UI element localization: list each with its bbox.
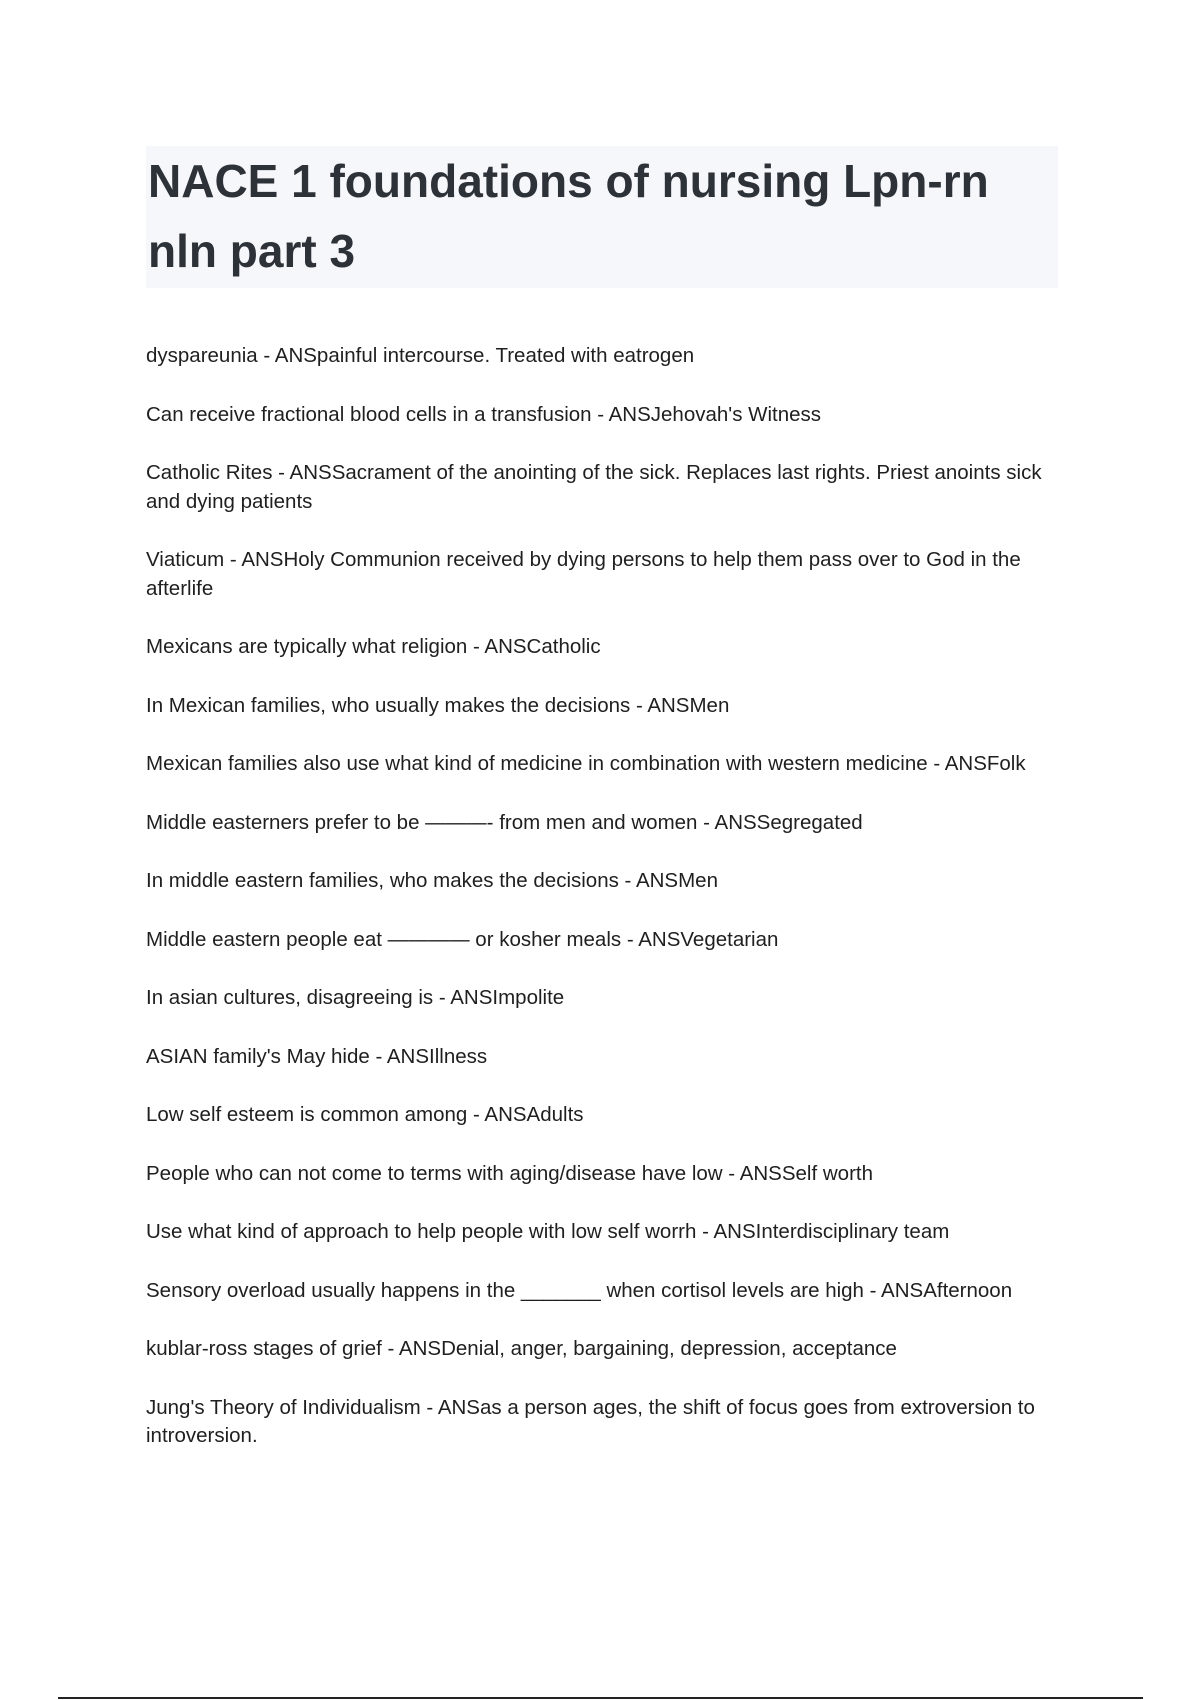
list-item: Viaticum - ANSHoly Communion received by dying persons to help them pass over to God in the afterlife xyxy=(146,548,1021,600)
list-item: In Mexican families, who usually makes the decisions - ANSMen xyxy=(146,693,730,717)
list-item: Middle easterners prefer to be ———- from men and women - ANSSegregated xyxy=(146,810,863,834)
list-item: dyspareunia - ANSpainful intercourse. Treated with eatrogen xyxy=(146,344,695,367)
list-item: Jung's Theory of Individualism - ANSas a person ages, the shift of focus goes from extroversion to introversion. xyxy=(146,1395,1035,1447)
flashcard-list xyxy=(146,342,1046,1481)
list-item: Use what kind of approach to help people with low self worrh - ANSInterdisciplinary team xyxy=(146,1220,950,1243)
list-item: Catholic Rites - ANSSacrament of the anointing of the sick. Replaces last rights. Priest anoints sick and dying patients xyxy=(146,461,1042,513)
list-item: Mexicans are typically what religion - ANSCatholic xyxy=(146,635,601,658)
list-item: Sensory overload usually happens in the _______ when cortisol levels are high - ANSAfternoon xyxy=(146,1278,1013,1302)
list-item: ASIAN family's May hide - ANSIllness xyxy=(146,1044,488,1068)
page-title: NACE 1 foundations of nursing Lpn-rn nln part 3 xyxy=(148,155,989,277)
list-item: Can receive fractional blood cells in a transfusion - ANSJehovah's Witness xyxy=(146,402,822,426)
list-item: In middle eastern families, who makes the decisions - ANSMen xyxy=(146,869,718,892)
list-item: Middle eastern people eat ———— or kosher meals - ANSVegetarian xyxy=(146,927,779,951)
list-item: kublar-ross stages of grief - ANSDenial, anger, bargaining, depression, acceptance xyxy=(146,1337,897,1360)
list-item: Low self esteem is common among - ANSAdults xyxy=(146,1103,584,1126)
list-item: People who can not come to terms with aging/disease have low - ANSSelf worth xyxy=(146,1161,873,1185)
footer-divider xyxy=(58,1697,1143,1699)
list-item: In asian cultures, disagreeing is - ANSImpolite xyxy=(146,986,565,1009)
title-block xyxy=(146,146,1058,288)
list-item: Mexican families also use what kind of medicine in combination with western medicine - ANSFolk xyxy=(146,752,1026,775)
